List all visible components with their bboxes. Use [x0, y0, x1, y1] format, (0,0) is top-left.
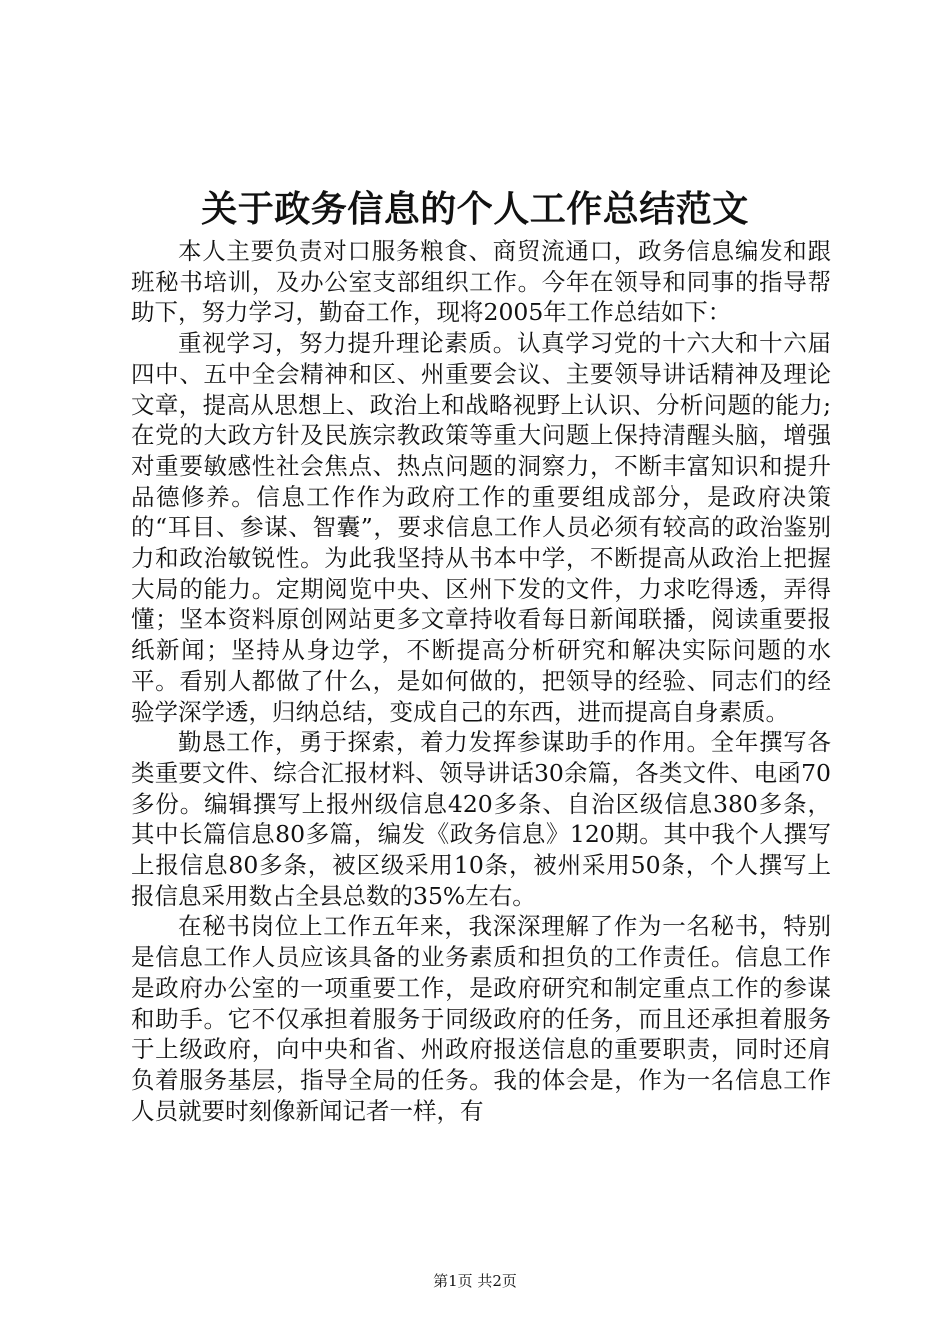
- paragraph-work: 勤恳工作，勇于探索，着力发挥参谋助手的作用。全年撰写各类重要文件、综合汇报材料、领导讲话30余篇，各类文件、电函70多份。编辑撰写上报州级信息420多条、自治区级信息380多条，其中长篇信息80多篇，编发《政务信息》120期。其中我个人撰写上报信息80多条，被区级采用10条，被州采用50条，个人撰写上报信息采用数占全县总数的35%左右。: [131, 728, 831, 910]
- paragraph-intro: 本人主要负责对口服务粮食、商贸流通口，政务信息编发和跟班秘书培训，及办公室支部组织工作。今年在领导和同事的指导帮助下，努力学习，勤奋工作，现将2005年工作总结如下：: [131, 237, 831, 327]
- page-number-footer: 第1页 共2页: [433, 1272, 517, 1290]
- document-title: 关于政务信息的个人工作总结范文: [201, 188, 749, 230]
- paragraph-study: 重视学习，努力提升理论素质。认真学习党的十六大和十六届四中、五中全会精神和区、州重要会议、主要领导讲话精神及理论文章，提高从思想上、政治上和战略视野上认识、分析问题的能力;在党的大政方针及民族宗教政策等重大问题上保持清醒头脑，增强对重要敏感性社会焦点、热点问题的洞察力，不断丰富知识和提升品德修养。信息工作作为政府工作的重要组成部分，是政府决策的“耳目、参谋、智囊”，要求信息工作人员必须有较高的政治鉴别力和政治敏锐性。为此我坚持从书本中学，不断提高从政治上把握大局的能力。定期阅览中央、区州下发的文件，力求吃得透，弄得懂；坚本资料原创网站更多文章持收看每日新闻联播，阅读重要报纸新闻；坚持从身边学，不断提高分析研究和解决实际问题的水平。看别人都做了什么，是如何做的，把领导的经验、同志们的经验学深学透，归纳总结，变成自己的东西，进而提高自身素质。: [131, 329, 831, 726]
- paragraph-experience: 在秘书岗位上工作五年来，我深深理解了作为一名秘书，特别是信息工作人员应该具备的业务素质和担负的工作责任。信息工作是政府办公室的一项重要工作，是政府研究和制定重点工作的参谋和助手。它不仅承担着服务于同级政府的任务，而且还承担着服务于上级政府，向中央和省、州政府报送信息的重要职责，同时还肩负着服务基层，指导全局的任务。我的体会是，作为一名信息工作人员就要时刻像新闻记者一样，有: [131, 912, 831, 1125]
- document-body: [131, 236, 831, 1126]
